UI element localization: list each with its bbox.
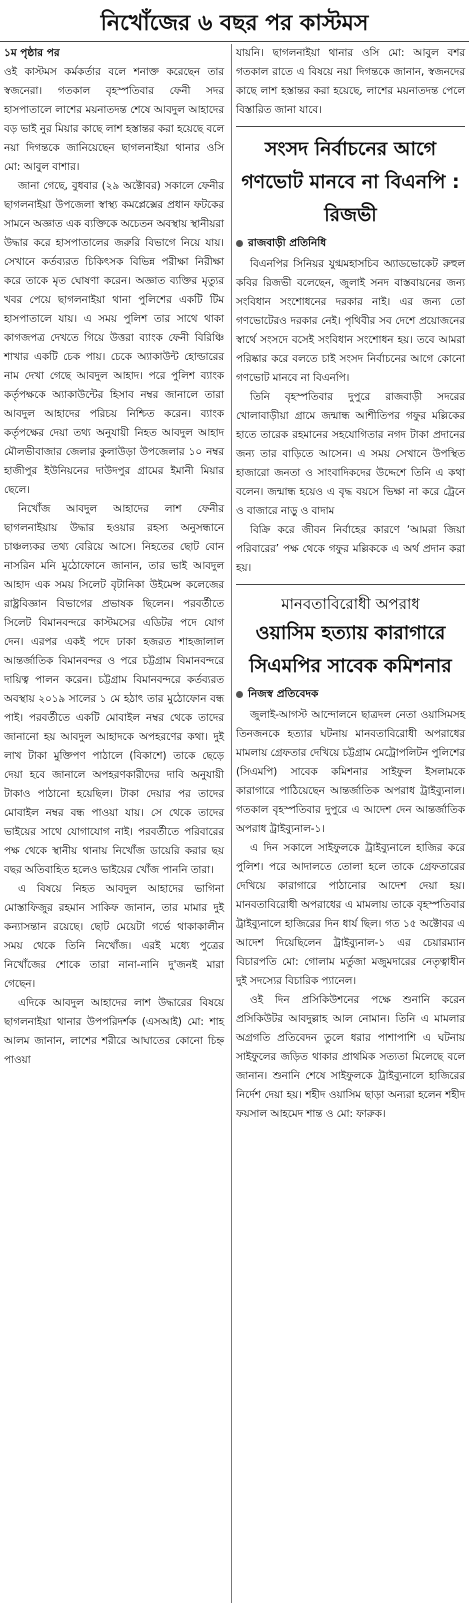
story3-kicker: মানবতাবিরোধী অপরাধ	[281, 595, 420, 613]
jump-label: ১ম পৃষ্ঠার পর	[4, 47, 60, 59]
body-paragraph: বিক্রি করে জীবন নির্বাহের কারণে ‘আমরা জিয়া পরিবারের’ পক্ষ থেকে গফুর মল্লিককে এ অর্থ প্রদান করা হয়।	[236, 524, 465, 574]
story-separator	[236, 126, 465, 127]
body-paragraph: এ বিষয়ে নিহত আবদুল আহাদের ভাগিনা মোস্তাফিজুর রহমান সাকিফ জানান, তার মামার দুই কন্যাসন্তান রয়েছে। ছোট মেয়েটা গর্ভে থাকাকালীন সময় থেকে তিনি নিখোঁজ। এরই মধ্যে পুত্রের নিখোঁজের শোকে তারা নানা-নানি দু'জনই মারা গেছেন।	[4, 883, 224, 990]
story3-byline	[236, 685, 465, 704]
continuation-paragraph: যায়নি। ছাগলনাইয়া থানার ওসি মো: আবুল বশর গতকাল রাতে এ বিষয়ে নয়া দিগন্তকে জানান, স্বজনদের কাছে লাশ হস্তান্তর করা হয়েছে, লাশের ময়নাতদন্ত পেলে বিস্তারিত জানা যাবে।	[236, 47, 465, 116]
page-banner	[0, 0, 469, 42]
body-paragraph: এ দিন সকালে সাইফুলকে ট্রাইব্যুনালে হাজির করে পুলিশ। পরে আদালতে তোলা হলে তাকে গ্রেফতারের দেখিয়ে কারাগারে পাঠানোর আদেশ দেয়া হয়। মানবতাবিরোধী অপরাধের এ মামলায় তাকে বৃহস্পতিবার ট্রাইব্যুনালে হাজিরের দিন ধার্য ছিল। গত ১৫ অক্টোবর এ আদেশ দিয়েছিলেন ট্রাইব্যুনাল-১ এর চেয়ারম্যান বিচারপতি মো: গোলাম মর্তুজা মজুমদারের নেতৃত্বাধীন দুই সদস্যের বিচারিক প্যানেল।	[236, 842, 465, 987]
bullet-icon	[236, 691, 243, 698]
byline-text: রাজবাড়ী প্রতিনিধি	[248, 237, 327, 249]
column-divider	[231, 44, 232, 1603]
body-paragraph: ওই দিন প্রসিকিউশনের পক্ষে শুনানি করেন প্রসিকিউটর আবদুল্লাহ আল নোমান। তিনি এ মামলার অগ্রগতি প্রতিবেদন তুলে ধরার পাশাপাশি এ ঘটনায় সাইফুলের জড়িত থাকার প্রাথমিক সত্যতা মিলেছে বলে জানান। শুনানি শেষে সাইফুলকে ট্রাইব্যুনালে হাজিরের নির্দেশ দেয়া হয়। শহীদ ওয়াসিম ছাড়া অন্যরা হলেন শহীদ ফয়সাল আহমেদ শান্ত ও মো: ফারুক।	[236, 994, 465, 1120]
body-paragraph: জানা গেছে, বুধবার (২৯ অক্টোবর) সকালে ফেনীর ছাগলনাইয়া উপজেলা স্বাস্থ্য কমপ্লেক্সের প্রধান ফটকের সামনে অজ্ঞাত এক ব্যক্তিকে অচেতন অবস্থায় স্থানীয়রা উদ্ধার করে হাসপাতালের জরুরি বিভাগে নিয়ে যায়। সেখানে কর্তব্যরত চিকিৎসক বিভিন্ন পরীক্ষা নিরীক্ষা করে তাকে মৃত ঘোষণা করেন। অজ্ঞাত ব্যক্তির মৃত্যুর খবর পেয়ে ছাগলনাইয়া থানা পুলিশের একটি টিম হাসপাতালে যায়। এ সময় পুলিশ তার সাথে থাকা কাগজপত্র দেখতে গিয়ে উত্তরা ব্যাংক ফেনী বিরিঞ্চি শাখার একটি চেক পায়। চেকে অ্যাকাউন্ট হোল্ডারের নাম দেখা গেছে আবদুল আহাদ। পরে পুলিশ ব্যাংক কর্তৃপক্ষকে অ্যাকাউন্টের হিসাব নম্বর জানালে তারা আবদুল আহাদের পরিচয় নিশ্চিত করেন। ব্যাংক কর্তৃপক্ষের দেয়া তথ্য অনুযায়ী নিহত আবদুল আহাদ মৌলভীবাজার জেলার কুলাউড়া উপজেলার ১০ নম্বর হাজীপুর ইউনিয়নের দাউদপুর গ্রামের ইমানী মিয়ার ছেলে।	[4, 180, 224, 496]
story2-byline	[236, 234, 465, 253]
story3-headline: ওয়াসিম হত্যায় কারাগারে সিএমপির সাবেক কমিশনার	[249, 622, 452, 677]
story2-headline: সংসদ নির্বাচনের আগে গণভোট মানবে না বিএনপি : রিজভী	[241, 138, 460, 226]
body-paragraph: নিখোঁজ আবদুল আহাদের লাশ ফেনীর ছাগলনাইয়ায় উদ্ধার হওয়ার রহস্য অনুসন্ধানে চাঞ্চল্যকর তথ্য বেরিয়ে আসে। নিহতের ছোট বোন নাসরিন মনি মুঠোফোনে জানান, তার ভাই আবদুল আহাদ এক সময় সিলেট বৃটানিকা উইমেন্স কলেজের রাষ্ট্রবিজ্ঞান বিভাগের প্রভাষক ছিলেন। পরবর্তীতে সিলেট বিমানবন্দরে কাস্টমসের এডিটর পদে যোগ দেন। এরপর একই পদে ঢাকা হজরত শাহজালাল আন্তর্জাতিক বিমানবন্দর ও পরে চট্টগ্রাম বিমানবন্দরে দায়িত্ব পালন করেন। চট্টগ্রাম বিমানবন্দরে কর্তব্যরত অবস্থায় ২০১৯ সালের ১ মে হঠাৎ তার মুঠোফোন বন্ধ পাই। পরবর্তীতে একটি মোবাইল নম্বর থেকে তাদের জানানো হয় আবদুল আহাদকে অপহরণের কথা। দুই লাখ টাকা মুক্তিপণ পাঠালে (বিকাশে) তাকে ছেড়ে দেয়া হবে জানালে অপহরণকারীদের দাবি অনুযায়ী টাকাও পাঠানো হয়েছিল। টাকা দেয়ার পর তাদের মোবাইল নম্বর বন্ধ পাওয়া যায়। সে থেকে তাদের ভাইয়ের সাথে যোগাযোগ নাই। পরবর্তীতে পরিবারের পক্ষ থেকে স্থানীয় থানায় নিখোঁজ ডায়েরি করার ছয় বছর অতিবাহিত হলেও ভাইয়ের খোঁজ পাননি তারা।	[4, 503, 224, 876]
main-headline: নিখোঁজের ৬ বছর পর কাস্টমস	[100, 11, 369, 36]
body-paragraph: তিনি বৃহস্পতিবার দুপুরে রাজবাড়ী সদরের খোলাবাড়ীয়া গ্রামে জন্মান্ধ আশীতিপর গফুর মল্লিকের হাতে তারেক রহমানের সহযোগিতার নগদ টাকা প্রদানের জন্য তার বাড়িতে আসেন। এ সময় সেখানে উপস্থিত হাজারো জনতা ও সাংবাদিকদের উদ্দেশে তিনি এ কথা বলেন। জন্মান্ধ হয়েও এ বৃদ্ধ বয়সে ভিক্ষা না করে ট্রেনে ও বাজারে নাড়ু ও বাদাম	[236, 391, 465, 517]
body-paragraph: ওই কাস্টমস কর্মকর্তার বলে শনাক্ত করেছেন তার স্বজনেরা। গতকাল বৃহস্পতিবার ফেনী সদর হাসপাতালে লাশের ময়নাতদন্ত শেষে আবদুল আহাদের বড় ভাই নুর মিয়ার কাছে লাশ হস্তান্তর করা হয়েছে বলে নয়া দিগন্তকে জানিয়েছেন ছাগলনাইয়া থানার ওসি মো: আবুল বাশার।	[4, 66, 224, 173]
body-paragraph: বিএনপির সিনিয়র যুগ্মমহাসচিব অ্যাডভোকেট রুহুল কবির রিজভী বলেছেন, জুলাই সনদ বাস্তবায়নের জন্য সংবিধান সংশোধনের দরকার নাই। এর জন্য তো গণভোটেরও দরকার নেই। পৃথিবীর সব দেশে প্রয়োজনের স্বার্থে সংসদে বসেই সংবিধান সংশোধন হয়। তবে আমরা পরিষ্কার করে বলতে চাই সংসদ নির্বাচনের আগে কোনো গণভোট মানবে না বিএনপি।	[236, 258, 465, 384]
left-column	[4, 44, 228, 1603]
story-separator	[236, 584, 465, 585]
bullet-icon	[236, 240, 243, 247]
right-column	[236, 44, 465, 1603]
body-paragraph: এদিকে আবদুল আহাদের লাশ উদ্ধারের বিষয়ে ছাগলনাইয়া থানার উপপরিদর্শক (এসআই) মো: শাহ আলম জানান, লাশের শরীরে আঘাতের কোনো চিহ্ন পাওয়া	[4, 997, 224, 1066]
byline-text: নিজস্ব প্রতিবেদক	[248, 688, 319, 700]
body-paragraph: জুলাই-আগস্ট আন্দোলনে ছাত্রদল নেতা ওয়াসিমসহ তিনজনকে হত্যার ঘটনায় মানবতাবিরোধী অপরাধের মামলায় গ্রেফতার দেখিয়ে চট্টগ্রাম মেট্রোপলিটন পুলিশের (সিএমপি) সাবেক কমিশনার সাইফুল ইসলামকে কারাগারে পাঠিয়েছেন আন্তর্জাতিক অপরাধ ট্রাইব্যুনাল। গতকাল বৃহস্পতিবার দুপুরে এ আদেশ দেন আন্তর্জাতিক অপরাধ ট্রাইব্যুনাল-১।	[236, 709, 465, 835]
